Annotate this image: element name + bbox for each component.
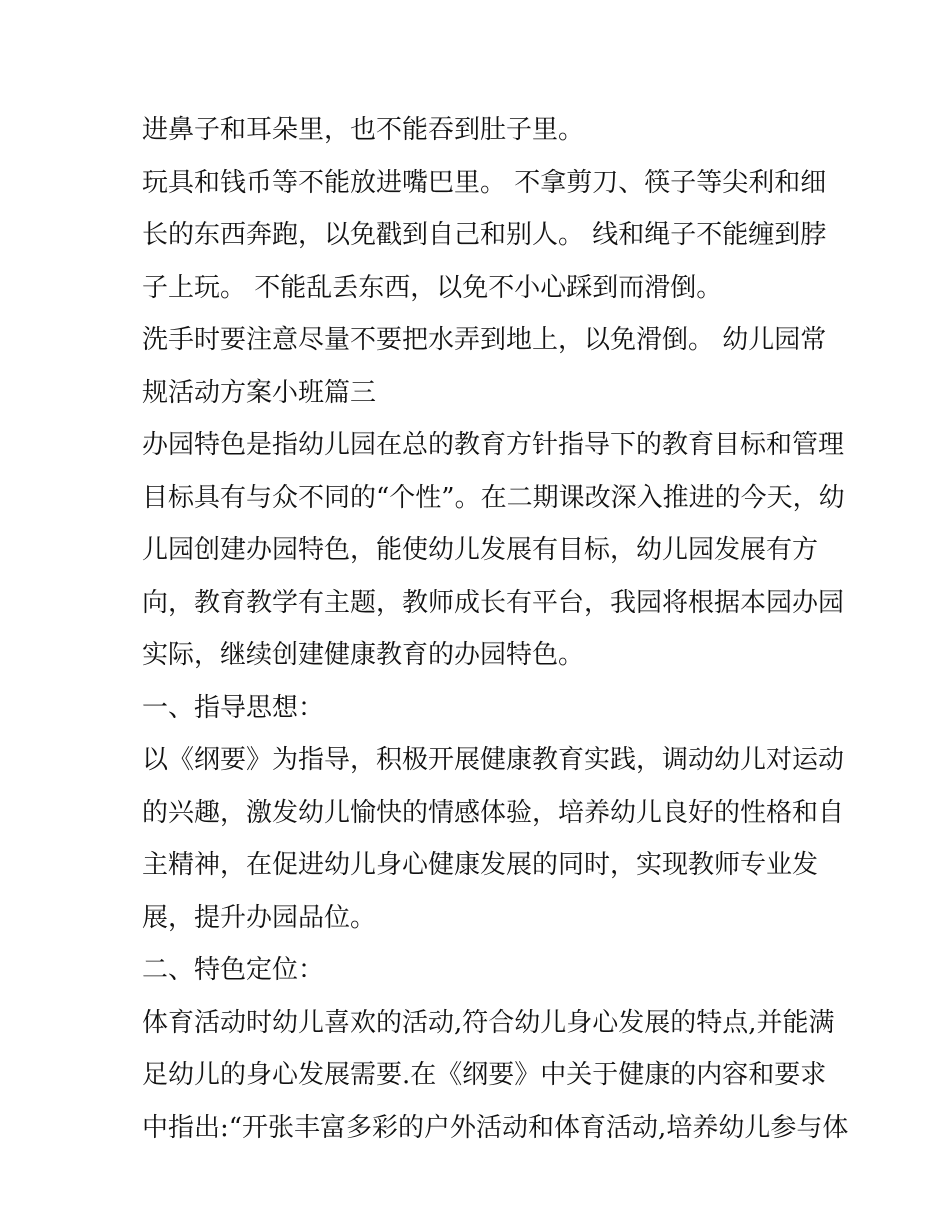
heading-feature-positioning: 二、特色定位： [142, 955, 325, 985]
text-line: 洗手时要注意尽量不要把水弄到地上，以免滑倒。 幼儿园常 [142, 325, 827, 355]
text-line: 向，教育教学有主题，教师成长有平台，我园将根据本园办园 [142, 587, 845, 618]
text-line: 体育活动时幼儿喜欢的活动,符合幼儿身心发展的特点,并能满 [142, 1007, 835, 1038]
text-line: 主精神，在促进幼儿身心健康发展的同时，实现教师专业发 [142, 850, 819, 880]
text-line: 办园特色是指幼儿园在总的教育方针指导下的教育目标和管理 [142, 430, 845, 460]
text-line: 儿园创建办园特色，能使幼儿发展有目标，幼儿园发展有方 [142, 535, 819, 565]
document-body [142, 104, 849, 1154]
text-line: 长的东西奔跑，以免戳到自己和别人。 线和绳子不能缠到脖 [142, 220, 827, 250]
text-line: 中指出:“开张丰富多彩的户外活动和体育活动,培养幼儿参与体 [142, 1112, 849, 1143]
text-line: 子上玩。 不能乱丢东西，以免不小心踩到而滑倒。 [142, 272, 723, 303]
text-line: 展，提升办园品位。 [142, 902, 377, 933]
text-line: 以《纲要》为指导，积极开展健康教育实践，调动幼儿对运动 [142, 745, 845, 775]
text-line: 进鼻子和耳朵里，也不能吞到肚子里。 [142, 115, 585, 145]
text-line: 实际，继续创建健康教育的办园特色。 [142, 640, 585, 670]
text-line: 足幼儿的身心发展需要.在《纲要》中关于健康的内容和要求 [142, 1060, 827, 1090]
text-line: 的兴趣，激发幼儿愉快的情感体验，培养幼儿良好的性格和自 [142, 797, 845, 828]
text-line: 目标具有与众不同的“个性”。在二期课改深入推进的今天，幼 [142, 482, 845, 513]
text-line: 玩具和钱币等不能放进嘴巴里。 不拿剪刀、筷子等尖利和细 [142, 167, 827, 198]
heading-guiding-ideology: 一、指导思想： [142, 692, 325, 723]
section-title-line: 规活动方案小班篇三 [142, 377, 377, 408]
